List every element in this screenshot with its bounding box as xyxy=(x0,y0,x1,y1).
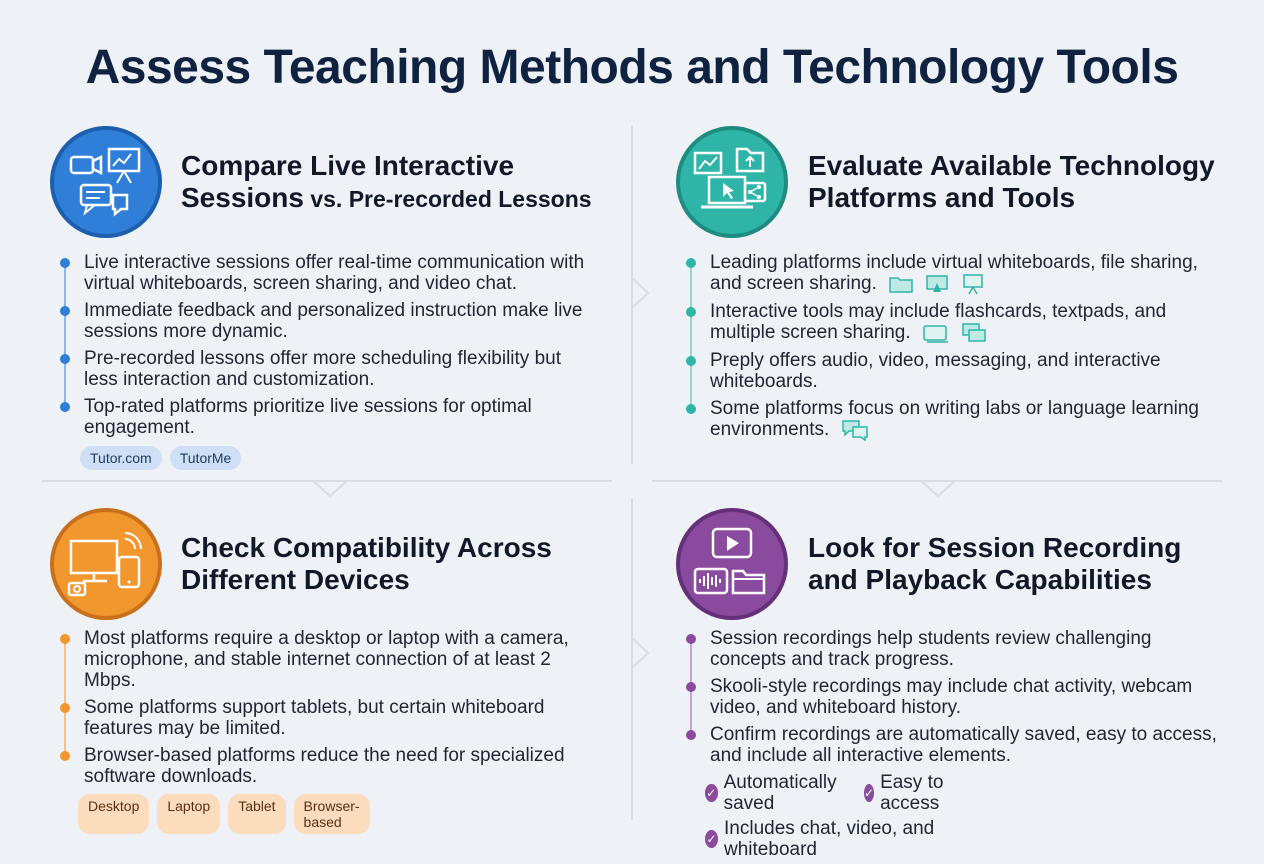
platforms-title xyxy=(808,150,1238,214)
recording-title-line1: Look for Session Recording xyxy=(808,532,1182,563)
tag-tutor-com: Tutor.com xyxy=(80,446,162,470)
list-item: Some platforms support tablets, but certain whiteboard features may be limited. xyxy=(60,697,600,739)
whiteboard-icon xyxy=(961,273,985,295)
check-item: ✓ Automatically saved xyxy=(706,772,837,814)
tag-desktop: Desktop xyxy=(78,794,149,834)
list-item: Live interactive sessions offer real-time communication with virtual whiteboards, screen sharing, and video chat. xyxy=(60,252,600,294)
list-item: Top-rated platforms prioritize live sessions for optimal engagement. xyxy=(60,396,600,438)
list-item: Some platforms focus on writing labs or language learning environments. xyxy=(686,398,1216,441)
list-item: Interactive tools may include flashcards, textpads, and multiple screen sharing. xyxy=(686,301,1216,344)
list-item: Most platforms require a desktop or laptop with a camera, microphone, and stable internet connection of at least 2 Mbps. xyxy=(60,628,600,691)
live-title-line2-small: vs. Pre-recorded Lessons xyxy=(303,186,592,212)
chat-bubbles-icon xyxy=(841,419,869,441)
devices-bullet-list xyxy=(60,628,600,793)
list-item: Pre-recorded lessons offer more scheduling flexibility but less interaction and customization. xyxy=(60,348,600,390)
list-item: Immediate feedback and personalized instruction make live sessions more dynamic. xyxy=(60,300,600,342)
devices-title-line2: Different Devices xyxy=(181,564,410,595)
tag-laptop: Laptop xyxy=(157,794,220,834)
recording-title xyxy=(808,532,1238,596)
list-item: Preply offers audio, video, messaging, and interactive whiteboards. xyxy=(686,350,1216,392)
live-bullet-list xyxy=(60,252,600,444)
checkmark-icon: ✓ xyxy=(705,784,718,802)
chevron-right-icon xyxy=(630,276,652,310)
list-item: Skooli-style recordings may include chat activity, webcam video, and whiteboard history. xyxy=(686,676,1226,718)
video-whiteboard-chat-icon xyxy=(63,139,149,225)
checkmark-icon: ✓ xyxy=(705,830,718,848)
list-item: Browser-based platforms reduce the need for specialized software downloads. xyxy=(60,745,600,787)
folder-icon xyxy=(888,274,914,294)
list-item: Confirm recordings are automatically saved, easy to access, and include all interactive elements. xyxy=(686,724,1226,766)
chevron-down-icon xyxy=(918,478,958,500)
live-tags xyxy=(80,446,241,470)
laptop-upload-share-icon xyxy=(689,139,775,225)
tag-tablet: Tablet xyxy=(228,794,285,834)
platforms-title-line2: Platforms and Tools xyxy=(808,182,1076,213)
live-sessions-title xyxy=(181,150,621,215)
list-item: Leading platforms include virtual whiteboards, file sharing, and screen sharing. xyxy=(686,252,1216,295)
multi-screen-icon xyxy=(961,322,987,344)
play-audio-folder-icon xyxy=(689,521,775,607)
chevron-down-icon xyxy=(310,478,350,500)
recording-title-line2: and Playback Capabilities xyxy=(808,564,1152,595)
devices-title-line1: Check Compatibility Across xyxy=(181,532,552,563)
platforms-bullet-list xyxy=(686,252,1216,447)
chevron-right-icon xyxy=(630,636,652,670)
screen-share-icon xyxy=(925,274,949,294)
recording-bullet-list xyxy=(686,628,1226,772)
page-title: Assess Teaching Methods and Technology Tools xyxy=(85,41,1179,94)
live-title-line2: Sessions xyxy=(181,182,304,213)
platforms-title-line1: Evaluate Available Technology xyxy=(808,150,1215,181)
live-title-line1: Compare Live Interactive xyxy=(181,150,515,181)
devices-tags xyxy=(78,794,370,834)
desktop-tablet-wifi-icon xyxy=(63,521,149,607)
list-item: Session recordings help students review challenging concepts and track progress. xyxy=(686,628,1226,670)
recording-badge xyxy=(676,508,788,620)
flashcards-icon xyxy=(922,323,950,343)
devices-badge xyxy=(50,508,162,620)
tag-browser-based: Browser-based xyxy=(294,794,370,834)
platforms-badge xyxy=(676,126,788,238)
tag-tutorme: TutorMe xyxy=(170,446,242,470)
recording-checklist xyxy=(705,772,947,864)
checkmark-icon: ✓ xyxy=(864,784,874,802)
live-sessions-badge xyxy=(50,126,162,238)
devices-title xyxy=(181,532,621,596)
check-item: ✓ Easy to access xyxy=(864,772,944,814)
check-item: ✓ Includes chat, video, and whiteboard xyxy=(706,818,935,860)
